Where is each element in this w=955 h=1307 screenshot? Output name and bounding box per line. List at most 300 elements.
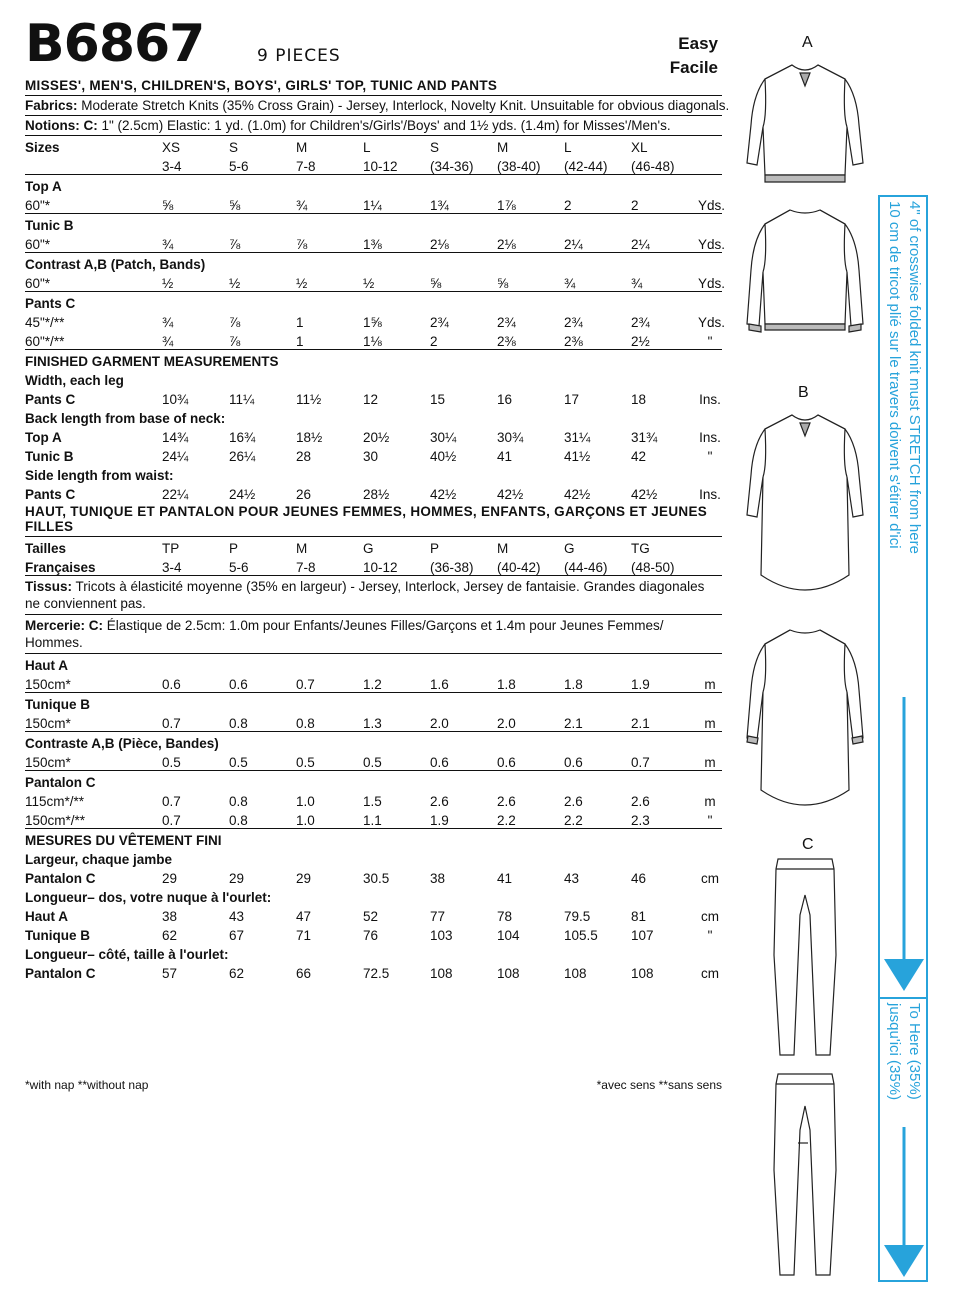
table-cell: 46	[631, 871, 647, 886]
table-cell: S	[229, 140, 239, 155]
table-cell: (40-42)	[497, 556, 564, 576]
difficulty-fr: Facile	[669, 58, 718, 77]
table-cell: Longueur– côté, taille à l'ourlet:	[25, 947, 229, 962]
table-cell: 28½	[363, 487, 390, 502]
table-cell: 0.7	[631, 751, 698, 771]
subsection-row	[25, 369, 722, 388]
yardage-row	[25, 809, 722, 829]
section-header-row	[25, 829, 722, 849]
table-cell	[25, 155, 162, 175]
table-cell: 42	[631, 449, 647, 464]
fabrics-label: Fabrics:	[25, 98, 78, 113]
yardage-row	[25, 272, 722, 292]
table-cell: 3-4	[162, 556, 229, 576]
notions-text: 1" (2.5cm) Elastic: 1 yd. (1.0m) for Children's/Girls'/Boys' and 1½ yds. (1.4m) for Misses'/Men's.	[97, 118, 671, 133]
table-cell: 30¾	[497, 430, 524, 445]
view-b-front-drawing	[745, 405, 865, 605]
measurement-row	[25, 962, 722, 981]
table-cell: m	[698, 673, 722, 693]
table-cell: 2	[631, 194, 698, 214]
table-cell: Tailles	[25, 541, 67, 556]
table-cell: Pantalon C	[25, 966, 96, 981]
view-b-label: B	[798, 384, 809, 401]
table-cell	[698, 155, 722, 175]
table-cell: 10¾	[162, 392, 189, 407]
table-cell: 79.5	[564, 909, 591, 924]
table-cell: 1⅛	[363, 330, 430, 350]
table-cell: 29	[162, 871, 178, 886]
table-cell: 47	[296, 909, 312, 924]
table-cell: 43	[564, 871, 580, 886]
table-cell: P	[430, 541, 440, 556]
table-cell: cm	[701, 909, 720, 924]
ranges-row	[25, 155, 722, 175]
table-cell: 1.0	[296, 794, 315, 809]
to-here-en: To Here (35%)	[906, 1003, 923, 1100]
table-cell: 30	[363, 449, 379, 464]
yardage-row	[25, 751, 722, 771]
yardage-row	[25, 194, 722, 214]
table-cell: 2.0	[497, 712, 564, 732]
measurement-row	[25, 924, 722, 943]
table-cell: Top A	[25, 430, 62, 445]
table-cell: 107	[631, 928, 654, 943]
footnotes	[25, 1078, 722, 1092]
table-cell: "	[707, 449, 713, 464]
table-cell: Yds.	[698, 194, 722, 214]
view-c-front-drawing	[770, 855, 840, 1065]
table-cell: 29	[296, 871, 312, 886]
ranges-row	[25, 556, 722, 576]
yardage-table-fr	[25, 654, 722, 981]
table-cell: M	[296, 541, 308, 556]
table-cell: 7-8	[296, 556, 363, 576]
table-cell: 11¼	[229, 392, 255, 407]
table-cell: 77	[430, 909, 446, 924]
subsection-row	[25, 943, 722, 962]
table-cell: 28	[296, 449, 312, 464]
table-cell: M	[296, 140, 308, 155]
table-cell: 2.6	[564, 794, 583, 809]
table-cell: 1.8	[497, 673, 564, 693]
table-cell: 2.6	[497, 794, 516, 809]
table-cell: Contraste A,B (Pièce, Bandes)	[25, 736, 219, 751]
table-cell: 81	[631, 909, 647, 924]
notions-line	[25, 116, 722, 136]
measurement-row	[25, 445, 722, 464]
table-cell: Françaises	[25, 556, 162, 576]
table-cell: 42½	[631, 487, 658, 502]
table-cell: Pants C	[25, 392, 76, 407]
table-cell: 0.6	[430, 751, 497, 771]
table-cell: 0.5	[229, 751, 296, 771]
table-cell: 43	[229, 909, 245, 924]
table-cell: 41½	[564, 449, 591, 464]
subsection-row	[25, 464, 722, 483]
table-cell: 22¼	[162, 487, 189, 502]
table-cell: ⅞	[229, 330, 296, 350]
table-cell: cm	[701, 966, 720, 981]
sizes-row	[25, 136, 722, 155]
stretch-text-fr: 10 cm de tricot plié sur le travers doivent s'étirer d'ici	[886, 201, 903, 549]
table-cell: XS	[162, 140, 181, 155]
table-cell: 1.3	[363, 712, 430, 732]
difficulty-en: Easy	[678, 34, 718, 53]
garment-label-row	[25, 693, 722, 713]
table-cell: 17	[564, 392, 580, 407]
to-here-arrow-icon	[880, 1127, 926, 1280]
pattern-info-panel	[25, 14, 730, 981]
table-cell: 108	[430, 966, 453, 981]
table-cell: 103	[430, 928, 453, 943]
table-cell: Side length from waist:	[25, 468, 174, 483]
table-cell: 71	[296, 928, 312, 943]
table-cell: m	[704, 794, 716, 809]
table-cell: 0.6	[229, 673, 296, 693]
table-cell: Largeur, chaque jambe	[25, 852, 173, 867]
table-cell: 78	[497, 909, 513, 924]
table-cell: 150cm*	[25, 712, 162, 732]
table-cell: 0.6	[497, 751, 564, 771]
table-cell: Yds.	[698, 272, 722, 292]
table-cell: 38	[430, 871, 446, 886]
table-cell: G	[363, 541, 374, 556]
table-cell: 62	[229, 966, 245, 981]
table-cell: ⅝	[497, 272, 564, 292]
table-cell: Tunique B	[25, 697, 90, 712]
table-cell: Tunic B	[25, 218, 74, 233]
table-cell: 150cm*	[25, 673, 162, 693]
table-cell: Contrast A,B (Patch, Bands)	[25, 257, 206, 272]
view-a-top-drawing	[745, 55, 865, 195]
table-cell: 52	[363, 909, 379, 924]
table-cell: 0.6	[162, 673, 229, 693]
table-cell: 5-6	[229, 155, 296, 175]
view-c-label: C	[802, 836, 814, 853]
stretch-arrow-icon	[880, 697, 926, 995]
table-cell: 1⅝	[363, 315, 382, 330]
table-cell: 38	[162, 909, 178, 924]
stretch-text-en: 4" of crosswise folded knit must STRETCH from here	[906, 201, 923, 554]
measurement-row	[25, 426, 722, 445]
yardage-row	[25, 311, 722, 330]
table-cell: 2¾	[631, 315, 650, 330]
garment-label-row	[25, 253, 722, 273]
table-cell: 14¾	[162, 430, 189, 445]
table-cell: 2⅜	[564, 330, 631, 350]
table-cell: 2¼	[631, 233, 698, 253]
yardage-row	[25, 712, 722, 732]
table-cell: 0.8	[229, 794, 248, 809]
table-cell: 0.5	[296, 751, 363, 771]
gauge-divider	[880, 997, 926, 999]
table-cell: 66	[296, 966, 312, 981]
table-cell: 10-12	[363, 556, 430, 576]
table-cell: TG	[631, 541, 650, 556]
table-cell: Ins.	[699, 392, 721, 407]
table-cell: ⅞	[296, 233, 363, 253]
table-cell: 2.0	[430, 712, 497, 732]
stretch-gauge	[878, 195, 928, 1282]
table-cell: 0.7	[162, 809, 229, 829]
table-cell: 0.8	[296, 712, 363, 732]
table-cell: 57	[162, 966, 178, 981]
table-cell: ¾	[631, 272, 698, 292]
table-cell: 1.6	[430, 673, 497, 693]
table-cell: 115cm*/**	[25, 794, 85, 809]
table-cell: 0.7	[162, 794, 181, 809]
table-cell: 15	[430, 392, 446, 407]
table-cell: 0.7	[162, 712, 229, 732]
table-cell: 60"*	[25, 194, 162, 214]
table-cell: 1.8	[564, 673, 631, 693]
table-cell: 1.9	[430, 809, 497, 829]
table-cell: 42½	[430, 487, 457, 502]
table-cell: 45"*/**	[25, 315, 65, 330]
table-cell: "	[707, 928, 713, 943]
yardage-row	[25, 330, 722, 350]
table-cell: 10-12	[363, 155, 430, 175]
table-cell: Width, each leg	[25, 373, 124, 388]
table-cell: 2.3	[631, 809, 698, 829]
table-cell: Haut A	[25, 658, 68, 673]
table-cell: ⅝	[229, 194, 296, 214]
garment-label-row	[25, 654, 722, 673]
table-cell: Sizes	[25, 140, 60, 155]
table-cell: 2	[430, 330, 497, 350]
table-cell	[698, 556, 722, 576]
table-cell: FINISHED GARMENT MEASUREMENTS	[25, 354, 279, 369]
table-cell: 2⅛	[430, 233, 497, 253]
table-cell: "	[698, 330, 722, 350]
measurement-row	[25, 388, 722, 407]
table-cell: 2¾	[564, 315, 583, 330]
garment-label-row	[25, 214, 722, 234]
table-cell: 2.2	[497, 809, 564, 829]
table-cell: M	[497, 541, 509, 556]
tissus-label: Tissus:	[25, 579, 73, 594]
table-cell: 60"*	[25, 272, 162, 292]
sizes-table-fr	[25, 537, 722, 576]
pattern-number: B6867	[25, 14, 205, 74]
table-cell: ¾	[296, 194, 363, 214]
table-cell: Pantalon C	[25, 775, 96, 790]
table-cell: 42½	[564, 487, 591, 502]
table-cell: (46-48)	[631, 155, 698, 175]
table-cell: Top A	[25, 179, 62, 194]
table-cell: 150cm*/**	[25, 809, 162, 829]
table-cell: ¾	[162, 233, 229, 253]
table-cell: TP	[162, 541, 180, 556]
table-cell: 2.6	[631, 794, 650, 809]
table-cell: 72.5	[363, 966, 390, 981]
table-cell: ¾	[162, 315, 174, 330]
table-cell: 1.9	[631, 673, 698, 693]
to-here-fr: jusqu'ici (35%)	[886, 1003, 903, 1101]
table-cell: 18½	[296, 430, 323, 445]
table-cell: 62	[162, 928, 178, 943]
table-cell: 1.0	[296, 809, 363, 829]
table-cell: Ins.	[699, 430, 721, 445]
table-cell: cm	[701, 871, 720, 886]
table-cell: (36-38)	[430, 556, 497, 576]
subsection-row	[25, 407, 722, 426]
garment-label-row	[25, 292, 722, 312]
table-cell: 0.8	[229, 712, 296, 732]
table-cell: S	[430, 140, 440, 155]
table-cell: 104	[497, 928, 520, 943]
table-cell: 31¼	[564, 430, 591, 445]
table-cell: 30¼	[430, 430, 457, 445]
table-cell: 40½	[430, 449, 457, 464]
table-cell: 18	[631, 392, 647, 407]
table-cell: 24¼	[162, 449, 189, 464]
table-cell: 0.6	[564, 751, 631, 771]
yardage-row	[25, 233, 722, 253]
table-cell: 2.1	[564, 712, 631, 732]
title-en: MISSES', MEN'S, CHILDREN'S, BOYS', GIRLS' TOP, TUNIC AND PANTS	[25, 78, 722, 96]
section-header-row	[25, 350, 722, 370]
mercerie-line	[25, 615, 722, 654]
table-cell: 1	[296, 330, 363, 350]
footnote-fr: *avec sens **sans sens	[596, 1078, 722, 1092]
table-cell: 67	[229, 928, 245, 943]
table-cell: 41	[497, 871, 513, 886]
table-cell: 3-4	[162, 155, 229, 175]
title-fr: HAUT, TUNIQUE ET PANTALON POUR JEUNES FEMMES, HOMMES, ENFANTS, GARÇONS ET JEUNES FILLES	[25, 504, 722, 537]
table-cell: ½	[229, 272, 296, 292]
mercerie-text: Élastique de 2.5cm: 1.0m pour Enfants/Jeunes Filles/Garçons et 1.4m pour Jeunes Femmes/ Hommes.	[25, 618, 664, 650]
table-cell: 2¼	[564, 233, 631, 253]
table-cell: 42½	[497, 487, 524, 502]
table-cell: 0.8	[229, 809, 296, 829]
notions-label: Notions: C:	[25, 118, 98, 133]
table-cell: 2⅛	[497, 233, 564, 253]
table-cell: (34-36)	[430, 155, 497, 175]
garment-label-row	[25, 732, 722, 752]
fabrics-line	[25, 96, 730, 116]
table-cell: (44-46)	[564, 556, 631, 576]
table-cell: m	[698, 712, 722, 732]
table-cell: 26¼	[229, 449, 256, 464]
table-cell: 16¾	[229, 430, 256, 445]
garment-label-row	[25, 175, 722, 195]
table-cell: ½	[296, 272, 363, 292]
table-cell: ¾	[162, 330, 229, 350]
table-cell: 108	[631, 966, 654, 981]
table-cell: 150cm*	[25, 751, 162, 771]
table-cell: 2¾	[430, 315, 449, 330]
table-cell: 41	[497, 449, 513, 464]
view-b-back-drawing	[745, 620, 865, 820]
table-cell: Yds.	[698, 315, 726, 330]
table-cell: 1.5	[363, 794, 382, 809]
table-cell: 108	[564, 966, 587, 981]
table-cell: 11½	[296, 392, 322, 407]
tissus-line	[25, 576, 722, 615]
table-cell: Pants C	[25, 296, 76, 311]
table-cell: 2⅜	[497, 330, 564, 350]
table-cell	[698, 136, 722, 155]
table-cell: 26	[296, 487, 312, 502]
table-cell: 2.2	[564, 809, 631, 829]
fabrics-text: Moderate Stretch Knits (35% Cross Grain) - Jersey, Interlock, Novelty Knit. Unsuitable for obvious diagonals.	[77, 98, 730, 113]
table-cell: Pantalon C	[25, 871, 96, 886]
table-cell: XL	[631, 140, 648, 155]
table-cell: (38-40)	[497, 155, 564, 175]
yardage-row	[25, 673, 722, 693]
table-cell: 105.5	[564, 928, 598, 943]
table-cell: Ins.	[699, 487, 721, 502]
table-cell: ¾	[564, 272, 631, 292]
yardage-table-en	[25, 136, 726, 502]
table-cell	[698, 537, 722, 556]
table-cell: 12	[363, 392, 379, 407]
table-cell: 1.1	[363, 809, 430, 829]
subsection-row	[25, 848, 722, 867]
table-cell: Tunic B	[25, 449, 74, 464]
table-cell: 1.2	[363, 673, 430, 693]
mercerie-label: Mercerie: C:	[25, 618, 104, 633]
table-cell: 2¾	[497, 315, 516, 330]
difficulty	[670, 32, 718, 80]
table-cell: 2	[564, 194, 631, 214]
table-cell: ½	[162, 272, 229, 292]
table-cell: m	[698, 751, 722, 771]
table-cell: "	[698, 809, 722, 829]
garment-label-row	[25, 771, 722, 791]
table-cell: 29	[229, 871, 245, 886]
subsection-row	[25, 886, 722, 905]
table-cell: ⅞	[229, 233, 296, 253]
table-cell: ⅝	[430, 272, 497, 292]
sizes-row	[25, 537, 722, 556]
table-cell: 20½	[363, 430, 390, 445]
table-cell: MESURES DU VÊTEMENT FINI	[25, 833, 222, 848]
view-a-label: A	[802, 34, 813, 51]
table-cell: 76	[363, 928, 379, 943]
table-cell: Tunique B	[25, 928, 90, 943]
view-a-back-drawing	[745, 200, 865, 340]
measurement-row	[25, 905, 722, 924]
table-cell: L	[564, 140, 572, 155]
measurement-row	[25, 483, 722, 502]
table-cell: Longueur– dos, votre nuque à l'ourlet:	[25, 890, 272, 905]
table-cell: 1⅜	[363, 233, 430, 253]
table-cell: Back length from base of neck:	[25, 411, 226, 426]
table-cell: (42-44)	[564, 155, 631, 175]
table-cell: 16	[497, 392, 513, 407]
view-c-back-drawing	[770, 1070, 840, 1285]
table-cell: 24½	[229, 487, 256, 502]
footnote-en: *with nap **without nap	[25, 1078, 149, 1092]
table-cell: 2.6	[430, 794, 449, 809]
table-cell: (48-50)	[631, 556, 698, 576]
table-cell: 108	[497, 966, 520, 981]
tissus-text: Tricots à élasticité moyenne (35% en largeur) - Jersey, Interlock, Jersey de fantaisie. Grandes diagonales ne conviennent pas.	[25, 579, 705, 611]
table-cell: G	[564, 541, 575, 556]
measurement-row	[25, 867, 722, 886]
table-cell: 1⅞	[497, 194, 564, 214]
table-cell: 1¾	[430, 194, 497, 214]
table-cell: 0.5	[363, 751, 430, 771]
table-cell: 0.5	[162, 751, 229, 771]
table-cell: L	[363, 140, 371, 155]
table-cell: 5-6	[229, 556, 296, 576]
table-cell: 7-8	[296, 155, 363, 175]
table-cell: 31¾	[631, 430, 658, 445]
table-cell: 30.5	[363, 871, 390, 886]
